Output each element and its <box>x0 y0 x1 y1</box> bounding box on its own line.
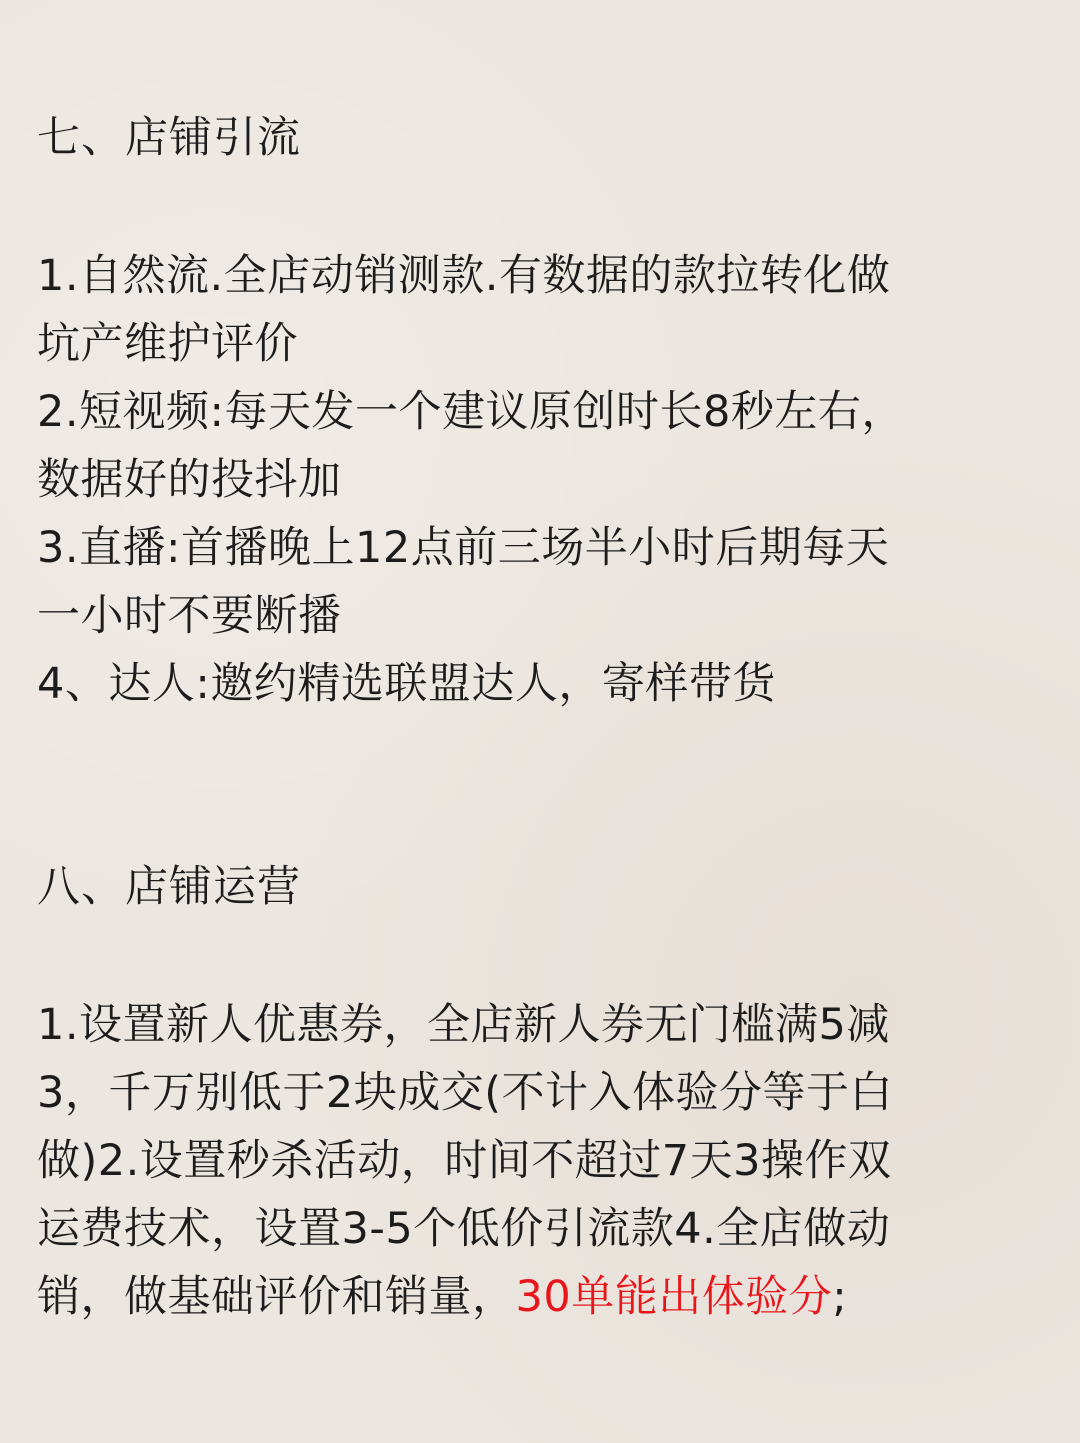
text-line: 3.直播:首播晚上12点前三场半小时后期每天 <box>37 523 890 573</box>
highlight-text: 30单能出体验分 <box>515 1272 833 1322</box>
text-line: 一小时不要断播 <box>37 591 342 641</box>
text-line: 3，千万别低于2块成交(不计入体验分等于白 <box>37 1068 893 1118</box>
text-line: 做)2.设置秒杀活动，时间不超过7天3操作双 <box>37 1136 892 1186</box>
text-line: 1.自然流.全店动销测款.有数据的款拉转化做 <box>37 251 891 301</box>
text-line: 数据好的投抖加 <box>37 455 342 505</box>
text-segment: ; <box>832 1272 848 1322</box>
text-line: 1.设置新人优惠券，全店新人券无门槛满5减 <box>37 1000 890 1050</box>
text-line: 2.短视频:每天发一个建议原创时长8秒左右， <box>37 387 905 437</box>
text-line: 4、达人:邀约精选联盟达人，寄样带货 <box>37 659 776 709</box>
section-7-body <box>37 242 1047 718</box>
text-line: 运费技术，设置3-5个低价引流款4.全店做动 <box>37 1204 891 1254</box>
section-8-heading: 八、店铺运营 <box>37 862 301 912</box>
text-line-last <box>37 1263 1047 1331</box>
text-segment: 销，做基础评价和销量， <box>37 1272 516 1322</box>
section-8-body <box>37 991 1047 1331</box>
text-line: 坑产维护评价 <box>37 319 298 369</box>
section-7-heading: 七、店铺引流 <box>37 113 301 163</box>
